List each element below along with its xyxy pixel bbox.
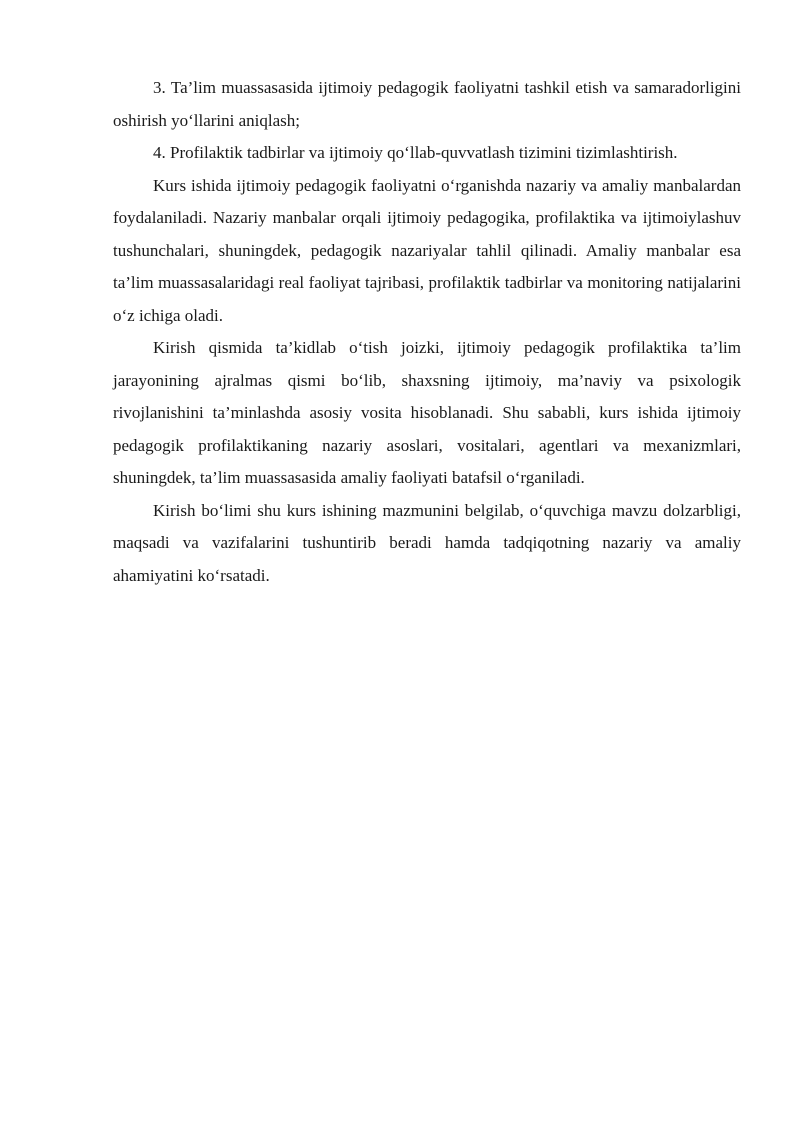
document-body — [113, 72, 741, 592]
paragraph-sources: Kurs ishida ijtimoiy pedagogik faoliyatni o‘rganishda nazariy va amaliy manbalardan foydalaniladi. Nazariy manbalar orqali ijtimoiy pedagogika, profilaktika va ijtimoiylashuv tushunchalari, shuningdek, pedagogik nazariyalar tahlil qilinadi. Amaliy manbalar esa ta’lim muassasalaridagi real faoliyat tajribasi, profilaktik tadbirlar va monitoring natijalarini o‘z ichiga oladi. — [113, 175, 741, 325]
paragraph-summary: Kirish bo‘limi shu kurs ishining mazmunini belgilab, o‘quvchiga mavzu dolzarbligi, maqsadi va vazifalarini tushuntirib beradi hamda tadqiqotning nazariy va amaliy ahamiyatini ko‘rsatadi. — [113, 500, 741, 585]
paragraph-introduction: Kirish qismida ta’kidlab o‘tish joizki, ijtimoiy pedagogik profilaktika ta’lim jarayonining ajralmas qismi bo‘lib, shaxsning ijtimoiy, ma’naviy va psixologik rivojlanishini ta’minlashda asosiy vosita hisoblanadi. Shu sababli, kurs ishida ijtimoiy pedagogik profilaktikaning nazariy asoslari, vositalari, agentlari va mexanizmlari, shuningdek, ta’lim muassasasida amaliy faoliyati batafsil o‘rganiladi. — [113, 338, 741, 487]
list-item-4: 4. Profilaktik tadbirlar va ijtimoiy qo‘llab-quvvatlash tizimini tizimlashtirish. — [153, 143, 678, 162]
list-item-3: 3. Ta’lim muassasasida ijtimoiy pedagogik faoliyatni tashkil etish va samaradorligini oshirish yo‘llarini aniqlash; — [113, 78, 741, 130]
